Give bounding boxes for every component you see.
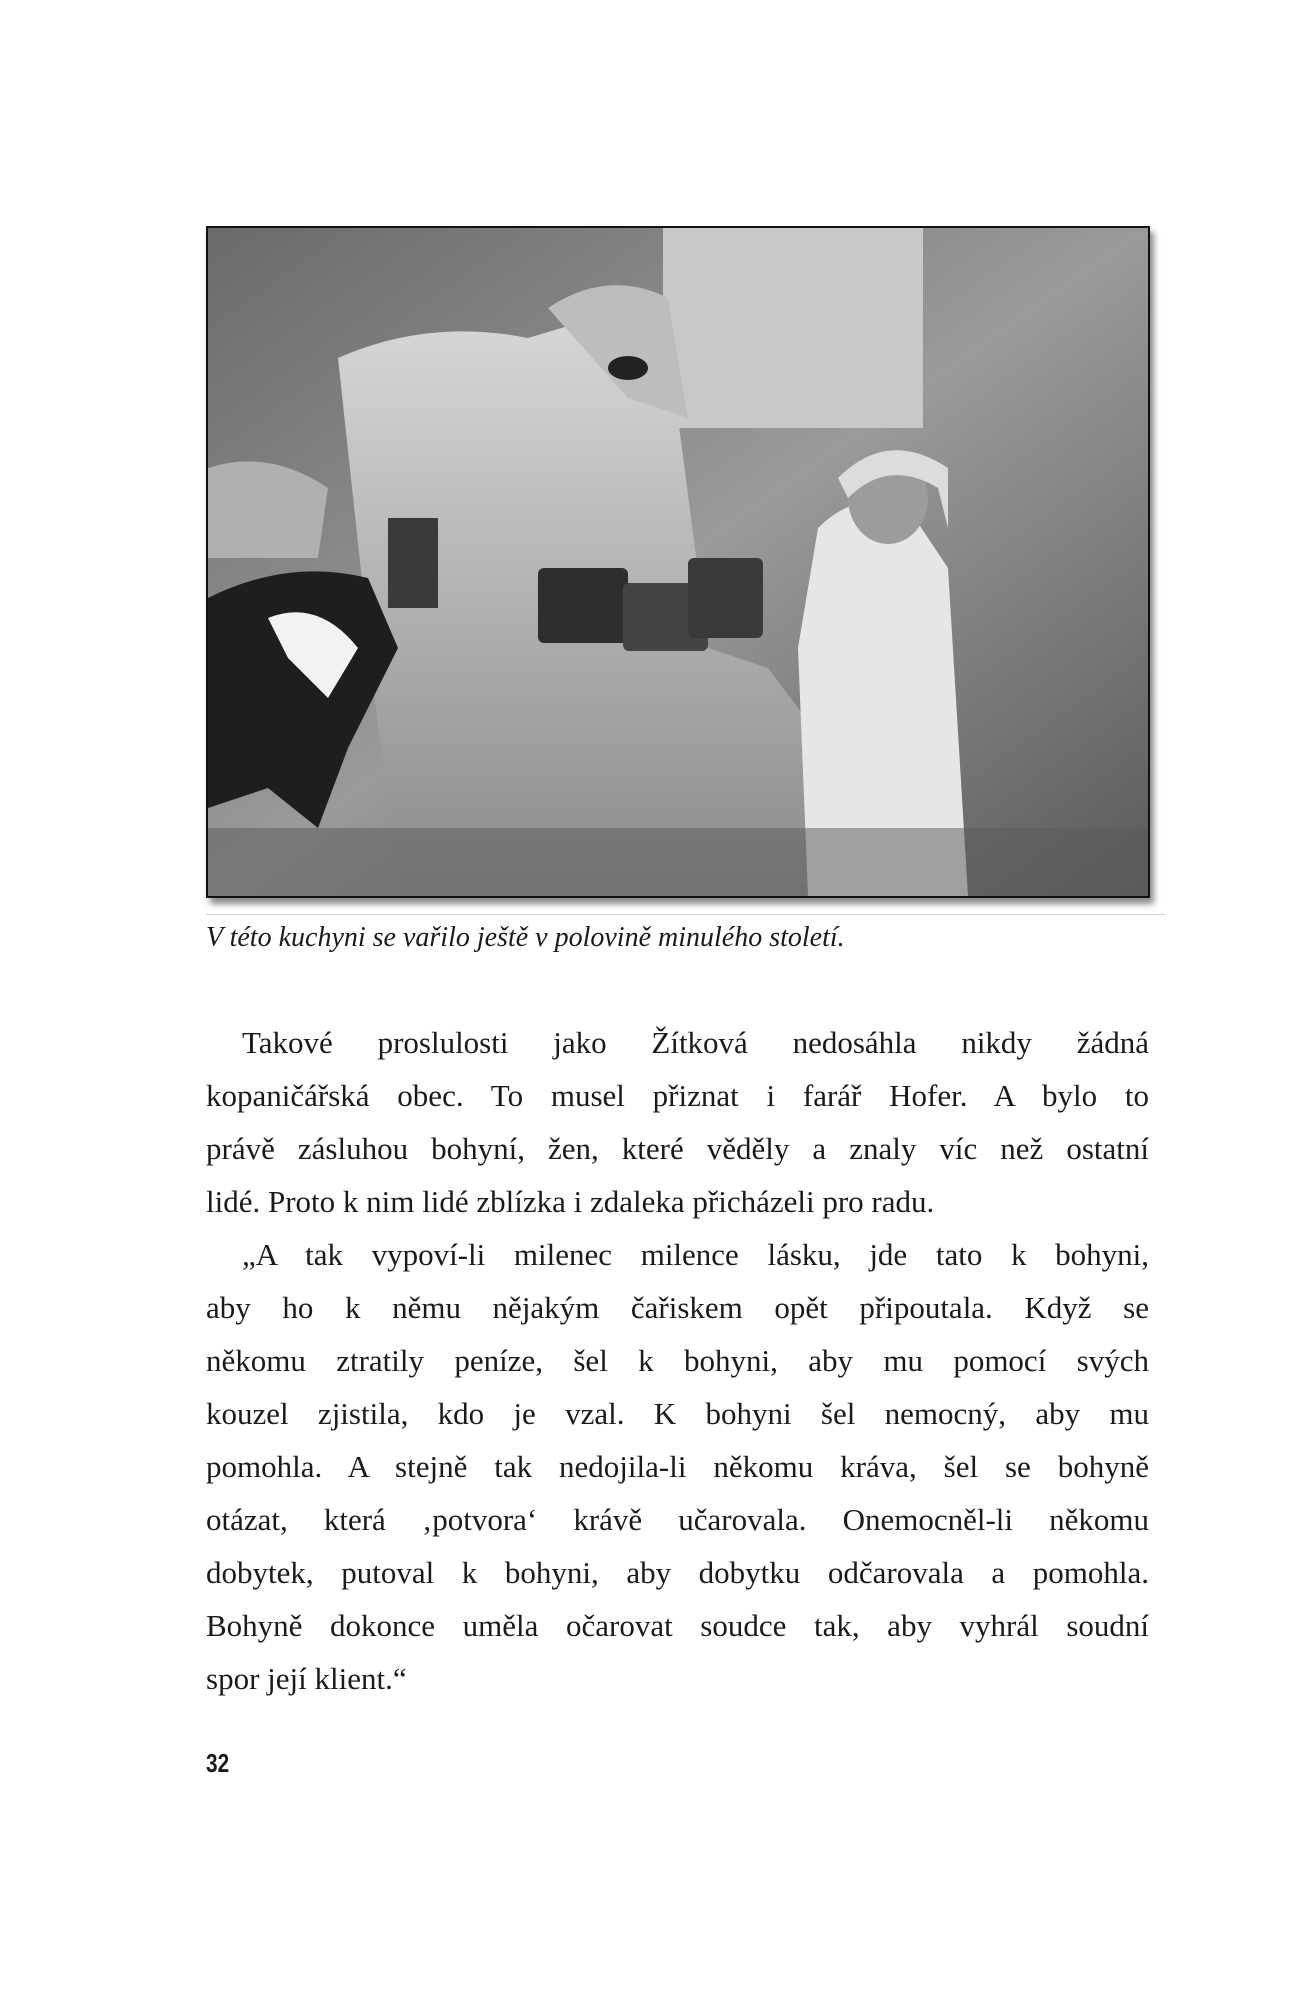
text-line: právě zásluhou bohyní, žen, které věděly a znaly víc než ostatní [206,1131,1149,1166]
text-line: kouzel zjistila, kdo je vzal. K bohyni šel nemocný, aby mu [206,1396,1149,1431]
kitchen-photo [206,226,1150,898]
body-text [206,1016,1149,1705]
text-line: aby ho k němu nějakým čařiskem opět připoutala. Když se [206,1290,1149,1325]
text-line: otázat, která ‚potvora‘ krávě učarovala. Onemocněl-li někomu [206,1502,1149,1537]
text-line: dobytek, putoval k bohyni, aby dobytku odčarovala a pomohla. [206,1555,1149,1590]
text-line: „A tak vypoví-li milenec milence lásku, jde tato k bohyni, [242,1237,1149,1272]
text-line: lidé. Proto k nim lidé zblízka i zdaleka přicházeli pro radu. [206,1184,935,1219]
text-line: spor její klient.“ [206,1661,407,1696]
text-line: kopaničářská obec. To musel přiznat i farář Hofer. A bylo to [206,1078,1149,1113]
kitchen-photo-image [208,228,1148,896]
photo-caption: V této kuchyni se vařilo ještě v polovině minulého století. [206,922,845,953]
text-line: Bohyně dokonce uměla očarovat soudce tak, aby vyhrál soudní [206,1608,1149,1643]
page-number: 32 [206,1748,230,1778]
text-line: Takové proslulosti jako Žítková nedosáhla nikdy žádná [242,1025,1149,1060]
caption-divider [206,914,1166,915]
text-line: někomu ztratily peníze, šel k bohyni, aby mu pomocí svých [206,1343,1149,1378]
text-line: pomohla. A stejně tak nedojila-li někomu kráva, šel se bohyně [206,1449,1149,1484]
